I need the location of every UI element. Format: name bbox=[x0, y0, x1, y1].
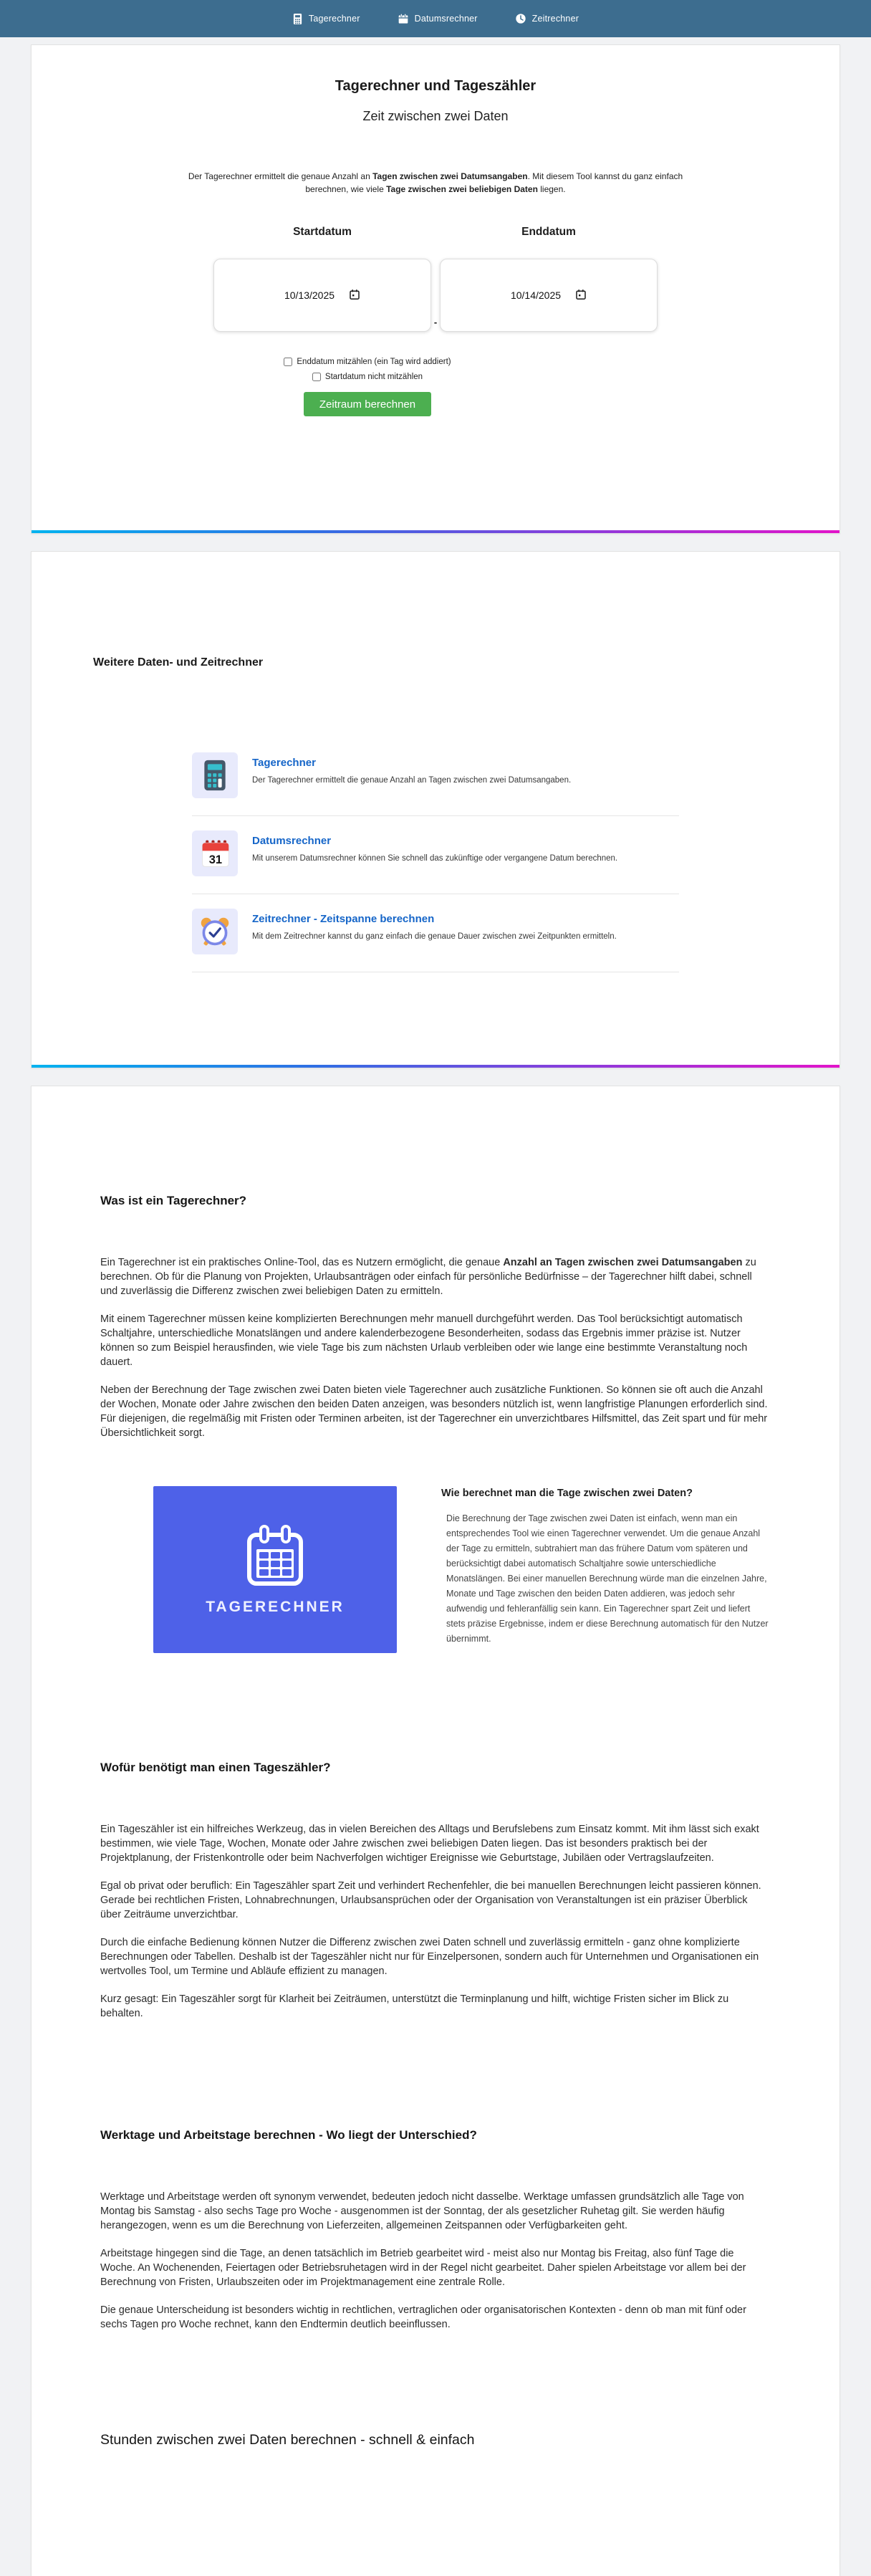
hero-image-label: TAGERECHNER bbox=[206, 1599, 345, 1615]
paragraph: Arbeitstage hingegen sind die Tage, an denen tatsächlich im Betrieb gearbeitet wird - meist also nur Montag bis Freitag, also fünf Tage die Woche. An Wochenenden, Feiertagen oder Betriebsruhetagen wird in der Regel nicht gearbeitet. Daher spielen Arbeitstage vor allem bei der Berechnung von Fristen, Urlaubszeiten oder im Projektmanagement eine zentrale Rolle. bbox=[100, 2248, 746, 2288]
gradient-divider bbox=[32, 530, 839, 533]
section-heading-was-ist: Was ist ein Tagerechner? bbox=[100, 1194, 247, 1207]
paragraph: Kurz gesagt: Ein Tageszähler sorgt für Klarheit bei Zeiträumen, unterstützt die Terminplanung und hilft, wichtige Fristen sicher im Blick zu behalten. bbox=[100, 1993, 729, 2019]
related-link-datumsrechner[interactable]: Datumsrechner bbox=[252, 835, 332, 847]
media-row bbox=[100, 1486, 771, 1653]
media-text-column bbox=[441, 1486, 771, 1653]
calculator-tile-icon bbox=[192, 752, 238, 798]
start-date-input[interactable] bbox=[213, 259, 431, 332]
top-navigation bbox=[0, 0, 871, 37]
nav-item-label: Datumsrechner bbox=[414, 14, 478, 24]
start-date-value: 10/13/2025 bbox=[284, 289, 335, 301]
related-tools-list bbox=[192, 738, 679, 972]
start-date-label: Startdatum bbox=[293, 226, 352, 238]
date-picker-icon[interactable] bbox=[575, 289, 587, 302]
paragraph: Neben der Berechnung der Tage zwischen zwei Daten bieten viele Tagerechner auch zusätzliche Funktionen. So können sie oft auch die Anzahl der Wochen, Monate oder Jahre zwischen den beiden Daten anzeigen, was besonders nützlich ist, wenn langfristige Planungen erforderlich sind. Für diejenigen, die regelmäßig mit Fristen oder Terminen arbeiten, ist der Tagerechner ein unverzichtbares Hilfsmittel, das Zeit spart und für mehr Übersichtlichkeit sorgt. bbox=[100, 1384, 768, 1439]
end-date-inclusive-option[interactable] bbox=[33, 358, 702, 366]
nav-item-datumsrechner[interactable] bbox=[398, 13, 478, 24]
paragraph: Egal ob privat oder beruflich: Ein Tageszähler spart Zeit und verhindert Rechenfehler, die bei manuellen Berechnungen leicht passieren können. Gerade bei rechtlichen Fristen, Lohnabrechnungen, Urlaubsansprüchen oder der Organisation von Veranstaltungen ist ein präziser Überblick über Zeiträume unverzichtbar. bbox=[100, 1880, 761, 1920]
paragraph: Die genaue Unterscheidung ist besonders wichtig in rechtlichen, vertraglichen oder organisatorischen Kontexten - denn ob man mit fünf oder sechs Tagen pro Woche rechnet, kann den Endtermin deutlich beeinflussen. bbox=[100, 2304, 746, 2330]
list-item-text bbox=[252, 830, 617, 864]
checkbox-label: Enddatum mitzählen (ein Tag wird addiert) bbox=[297, 358, 451, 366]
date-picker-icon[interactable] bbox=[349, 289, 360, 302]
related-tools-card bbox=[31, 551, 840, 1068]
intro-text: Der Tagerechner ermittelt die genaue Anzahl an Tagen zwischen zwei Datumsangaben. Mit diesem Tool kannst du ganz einfach berechnen, wie viele Tage zwischen zwei beliebigen Daten liegen. bbox=[188, 171, 683, 194]
end-date-inclusive-checkbox[interactable] bbox=[284, 358, 292, 366]
svg-text:31: 31 bbox=[208, 853, 223, 866]
calendar-icon bbox=[398, 13, 409, 24]
exclude-start-date-checkbox[interactable] bbox=[312, 373, 321, 381]
nav-item-zeitrechner[interactable] bbox=[515, 13, 579, 24]
list-item-text bbox=[252, 752, 571, 786]
list-item-text bbox=[252, 909, 617, 942]
calendar-31-tile-icon bbox=[192, 830, 238, 876]
calculator-icon bbox=[292, 13, 303, 25]
alarm-clock-tile-icon bbox=[192, 909, 238, 954]
paragraph: Ein Tagerechner ist ein praktisches Online-Tool, das es Nutzern ermöglicht, die genaue Anzahl an Tagen zwischen zwei Datumsangaben zu berechnen. Ob für die Planung von Projekten, Urlaubsanträgen oder einfach für persönliche Bedürfnisse – der Tagerechner hilft dabei, schnell und zuverlässig die Differenz zwischen zwei beliebigen Daten zu ermitteln. bbox=[100, 1257, 756, 1297]
paragraph: Ein Tageszähler ist ein hilfreiches Werkzeug, das in vielen Bereichen des Alltags und Berufslebens zum Einsatz kommt. Mit ihm lässt sich exakt bestimmen, wie viele Tage, Wochen, Monate oder Jahre zwischen zwei beliebigen Daten liegen. Das ist besonders praktisch bei der Projektplanung, der Fristenkontrolle oder beim Nachverfolgen wichtiger Ereignisse wie Geburtstage, Jubiläen oder Vertragslaufzeiten. bbox=[100, 1824, 759, 1864]
page-subtitle: Zeit zwischen zwei Daten bbox=[362, 109, 509, 123]
related-link-zeitrechner[interactable]: Zeitrechner - Zeitspanne berechnen bbox=[252, 913, 435, 925]
list-item bbox=[192, 816, 679, 894]
calculator-options bbox=[33, 358, 702, 416]
end-date-column bbox=[440, 226, 658, 332]
paragraph: Mit einem Tagerechner müssen keine komplizierten Berechnungen mehr manuell durchgeführt werden. Das Tool berücksichtigt automatisch Schaltjahre, unterschiedliche Monatslängen und andere kalenderbezogene Besonderheiten, sodass das Ergebnis immer präzise ist. Nutzer können so zum Beispiel herausfinden, wie viele Tage bis zum nächsten Urlaub verbleiben oder wie lange eine bestimmte Veranstaltung noch dauert. bbox=[100, 1313, 748, 1368]
nav-item-label: Tagerechner bbox=[308, 14, 360, 24]
page-title: Tagerechner und Tageszähler bbox=[335, 78, 536, 94]
end-date-label: Enddatum bbox=[521, 226, 576, 238]
list-item bbox=[192, 738, 679, 816]
related-tools-heading: Weitere Daten- und Zeitrechner bbox=[93, 656, 264, 669]
media-heading: Wie berechnet man die Tage zwischen zwei Daten? bbox=[441, 1488, 693, 1499]
end-date-input[interactable] bbox=[440, 259, 658, 332]
checkbox-label: Startdatum nicht mitzählen bbox=[324, 373, 423, 381]
gradient-divider bbox=[32, 1065, 839, 1068]
paragraph: Werktage und Arbeitstage werden oft synonym verwendet, bedeuten jedoch nicht dasselbe. Werktage umfassen grundsätzlich alle Tage von Montag bis Samstag - also sechs Tage pro Woche - ausgenommen ist der Sonntag, der als gesetzlicher Ruhetag gilt. Sie werden häufig herangezogen, wenn es um die Berechnung von Lieferzeiten, allgemeinen Zeitspannen oder Verfügbarkeiten geht. bbox=[100, 2191, 744, 2231]
list-item bbox=[192, 894, 679, 972]
end-date-value: 10/14/2025 bbox=[510, 289, 562, 301]
related-description: Mit unserem Datumsrechner können Sie schnell das zukünftige oder vergangene Datum berechnen. bbox=[252, 854, 618, 863]
section-heading-werktage: Werktage und Arbeitstage berechnen - Wo liegt der Unterschied? bbox=[100, 2128, 477, 2142]
related-description: Mit dem Zeitrechner kannst du ganz einfach die genaue Dauer zwischen zwei Zeitpunkten ermitteln. bbox=[252, 932, 617, 941]
exclude-start-date-option[interactable] bbox=[33, 373, 702, 381]
day-calculator-card bbox=[31, 44, 840, 534]
tagerechner-hero-image bbox=[153, 1486, 397, 1653]
calculate-button[interactable]: Zeitraum berechnen bbox=[304, 392, 431, 416]
date-inputs-row bbox=[32, 226, 839, 332]
date-separator: - bbox=[433, 317, 438, 327]
related-description: Der Tagerechner ermittelt die genaue Anzahl an Tagen zwischen zwei Datumsangaben. bbox=[252, 776, 572, 785]
section-heading-tageszaehler: Wofür benötigt man einen Tageszähler? bbox=[100, 1761, 331, 1774]
start-date-column bbox=[213, 226, 431, 332]
paragraph: Durch die einfache Bedienung können Nutzer die Differenz zwischen zwei Daten schnell und zuverlässig ermitteln - ganz ohne komplizierte Berechnungen oder Tabellen. Deshalb ist der Tageszähler nicht nur für Einzelpersonen, sondern auch für Unternehmen und Organisationen ein wertvolles Tool, um Termine und Abläufe effizient zu managen. bbox=[100, 1937, 759, 1977]
hero-calendar-icon bbox=[238, 1523, 312, 1593]
article-card bbox=[31, 1086, 840, 2576]
nav-item-tagerechner[interactable] bbox=[292, 13, 360, 25]
nav-item-label: Zeitrechner bbox=[531, 14, 579, 24]
section-heading-stunden: Stunden zwischen zwei Daten berechnen - schnell & einfach bbox=[100, 2432, 475, 2448]
clock-icon bbox=[515, 13, 526, 24]
related-link-tagerechner[interactable]: Tagerechner bbox=[252, 757, 316, 769]
paragraph: Die Berechnung der Tage zwischen zwei Daten ist einfach, wenn man ein entsprechendes Tool wie einen Tagerechner verwendet. Um die genaue Anzahl der Tage zu ermitteln, subtrahiert man das frühere Datum vom späteren und berücksichtigt dabei automatisch Schaltjahre sowie unterschiedliche Monatslängen. Bei einer manuellen Berechnung würde man die einzelnen Jahre, Monate und Tage zwischen den beiden Daten addieren, was jedoch sehr aufwendig und fehleranfällig sein kann. Ein Tagerechner spart Zeit und liefert stets präzise Ergebnisse, indem er diese Berechnung automatisch für den Nutzer übernimmt. bbox=[446, 1513, 769, 1644]
